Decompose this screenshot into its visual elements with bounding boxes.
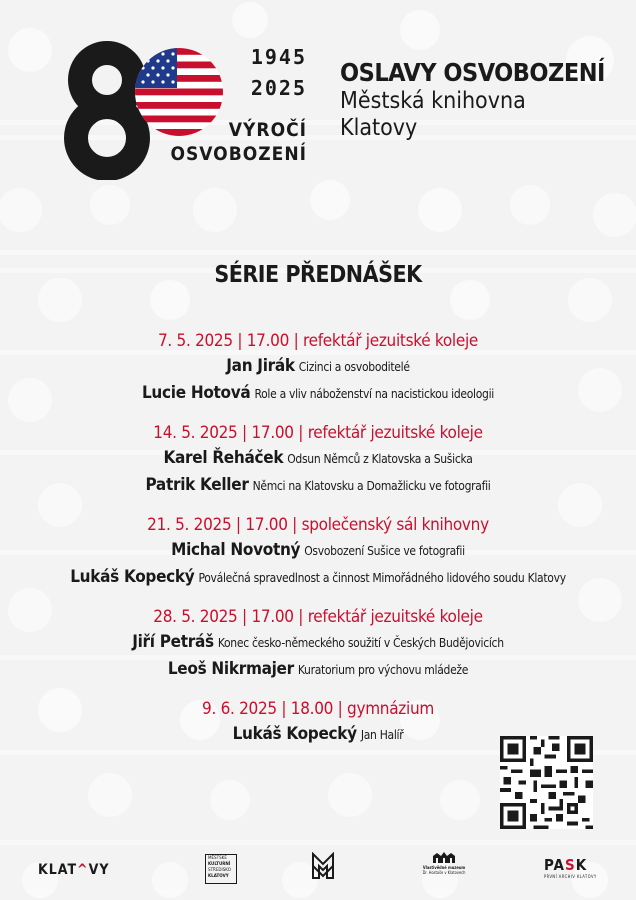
year-end: 2025 — [250, 76, 307, 100]
talk — [0, 445, 636, 472]
mks-logo-line: MĚSTSKÉ — [208, 856, 227, 861]
header-text — [340, 58, 605, 142]
speaker-name: Karel Řeháček — [163, 448, 284, 468]
talk-topic: Jan Halíř — [360, 728, 404, 742]
museum-logo-line: Dr. Hostaše v Klatovech — [422, 870, 466, 875]
talk-topic: Cizinci a osvoboditelé — [298, 360, 410, 374]
pask-logo — [544, 856, 604, 879]
speaker-name: Leoš Nikrmajer — [167, 659, 294, 679]
mks-logo — [205, 854, 237, 884]
talk-topic: Osvobození Sušice ve fotografii — [304, 544, 465, 558]
talk-topic: Role a vliv náboženství na nacistickou ideologii — [254, 387, 494, 401]
talk-topic: Poválečná spravedlnost a činnost Mimořádného lidového soudu Klatovy — [198, 571, 566, 585]
talk — [0, 472, 636, 499]
venue-line1: Městská knihovna — [340, 88, 526, 114]
logo-caption-line1: VÝROČÍ — [228, 119, 307, 141]
klatovy-logo — [38, 862, 109, 878]
speaker-name: Patrik Keller — [145, 475, 249, 495]
logo-caption — [155, 118, 307, 166]
speaker-name: Jan Jirák — [226, 356, 295, 376]
speaker-name: Lucie Hotová — [141, 383, 251, 403]
session — [0, 513, 636, 591]
speaker-name: Michal Novotný — [171, 540, 301, 560]
talk — [0, 380, 636, 407]
pask-logo-subtitle: PRVNÍ ARCHIV KLATOVY — [544, 874, 597, 879]
venue-line2: Klatovy — [340, 115, 418, 141]
talk-topic: Němci na Klatovsku a Domažlicku ve fotografii — [252, 479, 491, 493]
klatovy-logo-part: VY — [88, 862, 110, 878]
event-title: OSLAVY OSVOBOZENÍ — [340, 58, 605, 87]
speaker-name: Lukáš Kopecký — [70, 567, 195, 587]
session-heading: 21. 5. 2025 | 17.00 | společenský sál knihovny — [147, 515, 489, 535]
talk — [0, 564, 636, 591]
klatovy-logo-chevron: ^ — [77, 862, 89, 878]
session-heading: 14. 5. 2025 | 17.00 | refektář jezuitské koleje — [153, 423, 483, 443]
m-monogram-icon — [312, 852, 334, 880]
session — [0, 605, 636, 683]
talk — [0, 656, 636, 683]
klatovy-logo-part: KLAT — [38, 862, 78, 878]
talk — [0, 353, 636, 380]
mks-logo-line: KULTURNÍ — [208, 862, 231, 867]
sponsor-footer — [0, 848, 636, 888]
session-heading: 28. 5. 2025 | 17.00 | refektář jezuitské koleje — [153, 607, 483, 627]
series-title: SÉRIE PŘEDNÁŠEK — [214, 262, 422, 288]
museum-logo-line: Vlastivědné muzeum — [422, 865, 466, 870]
session-heading: 7. 5. 2025 | 17.00 | refektář jezuitské koleje — [157, 331, 479, 351]
session — [0, 421, 636, 499]
pask-logo-part: PA — [544, 856, 565, 874]
museum-building-icon — [431, 850, 457, 864]
mks-logo-line: KLATOVY — [208, 874, 229, 879]
speaker-name: Lukáš Kopecký — [232, 724, 357, 744]
mks-logo-line: STŘEDISKO — [208, 868, 231, 873]
session — [0, 329, 636, 407]
qr-code-icon[interactable] — [500, 736, 593, 829]
pask-logo-part: S — [564, 856, 576, 874]
years-block — [245, 42, 307, 104]
talk — [0, 537, 636, 564]
pask-logo-text — [544, 856, 604, 874]
logo-caption-line2: OSVOBOZENÍ — [170, 143, 307, 165]
lecture-list — [0, 329, 636, 762]
talk-topic: Kuratorium pro výchovu mládeže — [297, 663, 469, 677]
speaker-name: Jiří Petráš — [132, 632, 214, 652]
talk-topic: Odsun Němců z Klatovska a Sušicka — [287, 452, 473, 466]
pask-logo-part: K — [575, 856, 588, 874]
talk — [0, 629, 636, 656]
talk-topic: Konec česko-německého soužití v Českých Budějovicích — [217, 636, 504, 650]
anniversary-logo — [55, 40, 305, 180]
museum-logo — [420, 850, 468, 875]
year-start: 1945 — [250, 45, 307, 69]
session-heading: 9. 6. 2025 | 18.00 | gymnázium — [202, 699, 434, 719]
